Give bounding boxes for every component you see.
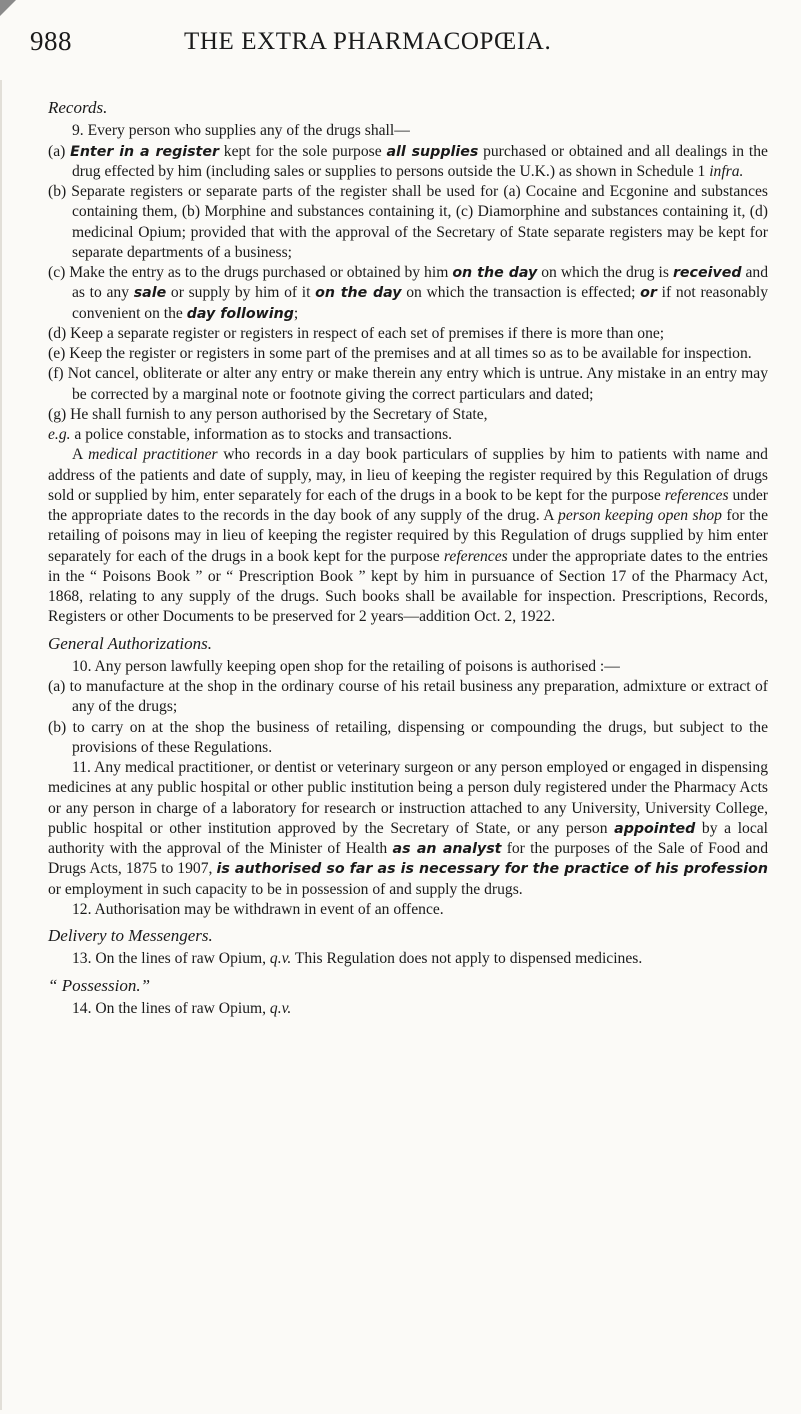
page-header: [30, 26, 770, 62]
paragraph-medical-practitioner: A medical practitioner who records in a day book particulars of supplies by him to patients with name and address of the patients and date of supply, may, in lieu of keeping the register required by this Regulation of drugs sold or supplied by him, enter separately for each of the drugs in a book to be kept for the purpose references under the appropriate dates to the records in the day book of any supply of the drug. A person keeping open shop for the retailing of poisons may in lieu of keeping the register required by this Regulation of drugs supplied by him enter separately for each of the drugs in a book kept for the purpose references under the appropriate dates to the entries in the “ Poisons Book ” or “ Prescription Book ” kept by him in pursuance of Section 17 of the Pharmacy Act, 1868, relating to any supply of the drugs. Such books shall be available for inspection. Prescriptions, Records, Registers or other Documents to be preserved for 2 years—addition Oct. 2, 1922.: [48, 446, 769, 626]
page-corner-mark: [0, 0, 16, 16]
item-10b: (b) to carry on at the shop the business of retailing, dispensing or compounding the drugs, but subject to the provisions of these Regulations.: [48, 718, 768, 756]
paragraph-14: 14. On the lines of raw Opium, q.v.: [72, 999, 292, 1017]
item-9g-continued: e.g. a police constable, information as to stocks and transactions.: [48, 426, 453, 443]
item-9c: (c) Make the entry as to the drugs purchased or obtained by him on the day on which the drug is received and as to any sale or supply by him of it on the day on which the transaction is effected; or if not reasonably convenient on the day following;: [48, 264, 768, 322]
section-heading-possession: “ Possession.”: [48, 975, 151, 995]
section-heading-general-authorizations: General Authorizations.: [48, 633, 213, 653]
section-heading-records: Records.: [48, 98, 108, 117]
body-text: [48, 98, 768, 1019]
page-number: 988: [30, 26, 72, 56]
item-10a: (a) to manufacture at the shop in the ordinary course of his retail business any preparation, admixture or extract of any of the drugs;: [48, 678, 768, 716]
page-edge-shadow: [0, 80, 2, 1410]
paragraph-9: 9. Every person who supplies any of the drugs shall—: [72, 122, 410, 140]
paragraph-11: 11. Any medical practitioner, or dentist or veterinary surgeon or any person employed or engaged in dispensing medicines at any public hospital or other public institution being a person duly registered under the Pharmacy Acts or any person in charge of a laboratory for research or instruction attached to any University, University College, public hospital or other institution approved by the Secretary of State, or any person appointed by a local authority with the approval of the Minister of Health as an analyst for the purposes of the Sale of Food and Drugs Acts, 1875 to 1907, is authorised so far as is necessary for the practice of his profession or employment in such capacity to be in possession of and supply the drugs.: [48, 759, 769, 898]
item-9g: (g) He shall furnish to any person authorised by the Secretary of State,: [48, 405, 488, 423]
item-9a: (a) Enter in a register kept for the sole purpose all supplies purchased or obtained and all dealings in the drug effected by him (including sales or supplies to persons outside the U.K.) as shown in Schedule 1 infra.: [48, 142, 768, 180]
item-9d: (d) Keep a separate register or registers in respect of each set of premises if there is more than one;: [48, 324, 665, 342]
item-9f: (f) Not cancel, obliterate or alter any entry or make therein any entry which is untrue. Any mistake in an entry may be corrected by a marginal note or footnote giving the correct particulars and dated;: [48, 365, 768, 403]
paragraph-13: 13. On the lines of raw Opium, q.v. This Regulation does not apply to dispensed medicines.: [72, 950, 643, 968]
section-heading-delivery: Delivery to Messengers.: [48, 926, 213, 945]
item-9b: (b) Separate registers or separate parts of the register shall be used for (a) Cocaine and Ecgonine and substances containing them, (b) Morphine and substances containing it, (c) Diamorphine and substances containing it, (d) medicinal Opium; provided that with the approval of the Secretary of State separate registers may be kept for separate departments of a business;: [48, 183, 768, 261]
paragraph-12: 12. Authorisation may be withdrawn in event of an offence.: [72, 900, 444, 918]
item-9e: (e) Keep the register or registers in some part of the premises and at all times so as to be available for inspection.: [48, 345, 752, 362]
running-title: THE EXTRA PHARMACOPŒIA.: [184, 28, 552, 55]
paragraph-10: 10. Any person lawfully keeping open shop for the retailing of poisons is authorised :—: [72, 657, 620, 675]
